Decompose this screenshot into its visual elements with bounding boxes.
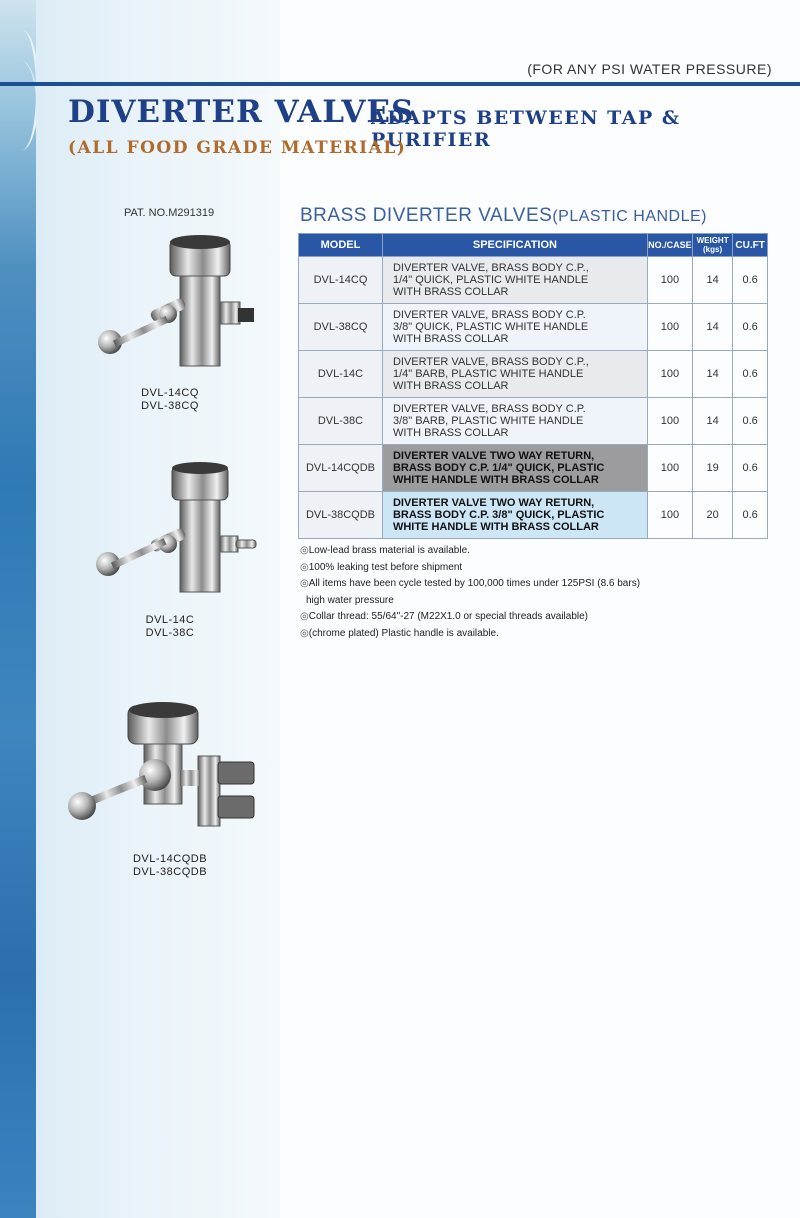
note-bullet: ◎ (300, 578, 309, 589)
table-row (299, 304, 768, 351)
diverter-valve-barb-image (92, 460, 272, 610)
section-title (300, 205, 707, 227)
spec-line: DIVERTER VALVE, BRASS BODY C.P., (392, 356, 589, 368)
table-row (299, 492, 768, 539)
spec-line: BRASS BODY C.P. 1/4" QUICK, PLASTIC (392, 462, 605, 474)
spec-line: WITH BRASS COLLAR (392, 286, 509, 298)
note-bullet: ◎ (300, 545, 309, 556)
note-text: Low-lead brass material is available. (308, 545, 470, 556)
note-item (300, 609, 640, 626)
note-continuation (300, 593, 640, 610)
note-text: 100% leaking test before shipment (308, 561, 463, 573)
cell-specification (382, 304, 647, 351)
cell-weight: 14 (692, 398, 732, 445)
decorative-water-strip (0, 0, 36, 1218)
cell-weight: 20 (692, 492, 732, 539)
cell-cuft: 0.6 (733, 304, 768, 351)
spec-line: 1/4" BARB, PLASTIC WHITE HANDLE (392, 368, 584, 380)
cell-weight: 19 (692, 445, 732, 492)
diverter-valve-quick-image (92, 232, 272, 382)
cell-cuft: 0.6 (733, 351, 768, 398)
spec-line: BRASS BODY C.P. 3/8" QUICK, PLASTIC (392, 509, 605, 521)
spec-line: 3/8" BARB, PLASTIC WHITE HANDLE (392, 415, 584, 427)
cell-specification (382, 492, 647, 539)
product-model-3a: DVL-14CQDB (132, 853, 208, 865)
table-header-row (299, 234, 768, 257)
table-row (299, 445, 768, 492)
spec-line: WITH BRASS COLLAR (392, 380, 509, 392)
product-label-3 (120, 853, 220, 879)
cell-specification (382, 445, 647, 492)
spec-line: WITH BRASS COLLAR (392, 427, 509, 439)
product-model-2b: DVL-38C (145, 627, 195, 639)
note-text: All items have been cycle tested by 100,000 times under 125PSI (8.6 bars) (308, 578, 641, 589)
cell-no-case: 100 (647, 257, 692, 304)
spec-line: DIVERTER VALVE, BRASS BODY C.P. (392, 403, 586, 415)
product-model-2a: DVL-14C (145, 614, 195, 626)
cell-no-case: 100 (647, 445, 692, 492)
spec-line: WHITE HANDLE WITH BRASS COLLAR (392, 474, 599, 486)
cell-weight: 14 (692, 257, 732, 304)
patent-number: PAT. NO.M291319 (124, 207, 215, 219)
psi-note: (FOR ANY PSI WATER PRESSURE) (527, 61, 772, 77)
cell-specification (382, 257, 647, 304)
section-title-main: BRASS DIVERTER VALVES (300, 205, 553, 226)
col-header-weight: WEIGHT (kgs) (692, 234, 732, 257)
note-item (300, 560, 640, 577)
cell-weight: 14 (692, 351, 732, 398)
note-item (300, 543, 640, 560)
cell-no-case: 100 (647, 492, 692, 539)
cell-specification (382, 351, 647, 398)
diverter-valve-two-way-image (60, 700, 270, 850)
cell-no-case: 100 (647, 351, 692, 398)
col-header-cuft: CU.FT (733, 234, 768, 257)
header-rule (0, 82, 800, 86)
cell-model: DVL-38CQ (299, 304, 383, 351)
table-row (299, 351, 768, 398)
note-text: (chrome plated) Plastic handle is available. (308, 627, 499, 639)
note-text: Collar thread: 55/64"-27 (M22X1.0 or special threads available) (308, 611, 588, 622)
material-note: (ALL FOOD GRADE MATERIAL) (68, 138, 407, 158)
note-text: high water pressure (306, 594, 394, 606)
spec-line: WHITE HANDLE WITH BRASS COLLAR (392, 521, 599, 533)
spec-line: 1/4" QUICK, PLASTIC WHITE HANDLE (392, 274, 589, 286)
product-model-3b: DVL-38CQDB (132, 866, 208, 878)
product-label-2 (130, 614, 210, 640)
page-subtitle: ADAPTS BETWEEN TAP & PURIFIER (371, 107, 681, 151)
cell-cuft: 0.6 (733, 492, 768, 539)
cell-model: DVL-14CQDB (299, 445, 383, 492)
cell-cuft: 0.6 (733, 445, 768, 492)
page-title: DIVERTER VALVES (68, 94, 415, 130)
cell-specification (382, 398, 647, 445)
section-title-suffix: (PLASTIC HANDLE) (552, 208, 708, 225)
col-header-model: MODEL (299, 234, 383, 257)
table-row (299, 398, 768, 445)
table-row (299, 257, 768, 304)
cell-model: DVL-14C (299, 351, 383, 398)
cell-model: DVL-14CQ (299, 257, 383, 304)
note-bullet: ◎ (300, 611, 309, 622)
notes-list (300, 543, 640, 642)
cell-cuft: 0.6 (733, 398, 768, 445)
cell-model: DVL-38C (299, 398, 383, 445)
note-item (300, 576, 640, 593)
note-bullet: ◎ (300, 627, 309, 639)
spec-line: 3/8" QUICK, PLASTIC WHITE HANDLE (392, 321, 589, 333)
spec-line: DIVERTER VALVE, BRASS BODY C.P. (392, 309, 586, 321)
product-model-1b: DVL-38CQ (141, 400, 199, 412)
spec-line: DIVERTER VALVE, BRASS BODY C.P., (392, 262, 589, 274)
cell-weight: 14 (692, 304, 732, 351)
cell-cuft: 0.6 (733, 257, 768, 304)
cell-model: DVL-38CQDB (299, 492, 383, 539)
cell-no-case: 100 (647, 398, 692, 445)
col-header-specification: SPECIFICATION (382, 234, 647, 257)
spec-line: DIVERTER VALVE TWO WAY RETURN, (392, 450, 595, 462)
spec-table (298, 233, 768, 539)
spec-line: WITH BRASS COLLAR (392, 333, 509, 345)
note-item (300, 626, 640, 643)
product-model-1a: DVL-14CQ (141, 387, 199, 399)
spec-line: DIVERTER VALVE TWO WAY RETURN, (392, 497, 595, 509)
product-label-1 (130, 387, 210, 413)
cell-no-case: 100 (647, 304, 692, 351)
col-header-no-case: NO./CASE (647, 234, 692, 257)
note-bullet: ◎ (300, 561, 309, 573)
